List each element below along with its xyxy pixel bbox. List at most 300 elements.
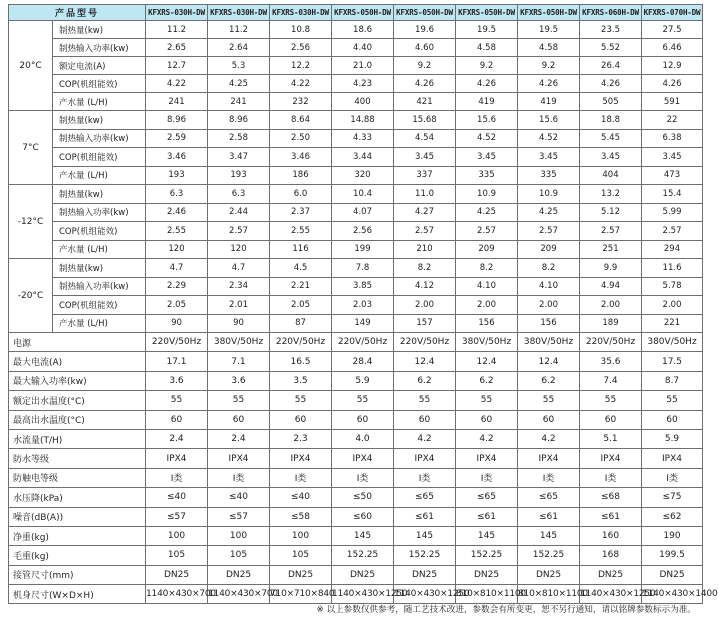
table-row [9, 39, 703, 57]
table-cell: 22 [642, 111, 703, 130]
table-cell: 193 [146, 166, 208, 185]
table-cell: 6.2 [518, 371, 580, 390]
table-cell: 60 [580, 410, 642, 429]
table-cell: 9.2 [518, 57, 580, 75]
row-label: 制热量(kw) [53, 185, 146, 204]
table-cell: DN25 [394, 565, 456, 584]
table-row [9, 21, 703, 39]
model-header: KFXRS-050H-DW [518, 5, 580, 21]
table-cell: ≤75 [642, 488, 703, 507]
table-cell: 8.2 [518, 259, 580, 278]
table-cell: 3.6 [208, 371, 270, 390]
table-cell: I类 [580, 468, 642, 487]
row-label: 毛重(kg) [9, 546, 146, 565]
table-row [9, 333, 703, 352]
table-cell: 2.00 [394, 296, 456, 315]
table-cell: 55 [580, 391, 642, 410]
table-cell: DN25 [146, 565, 208, 584]
table-cell: 60 [208, 410, 270, 429]
table-cell: ≤40 [270, 488, 332, 507]
table-cell: 8.96 [146, 111, 208, 130]
table-cell: 4.58 [518, 39, 580, 57]
table-cell: 220V/50Hz [580, 333, 642, 352]
row-label: 产水量 (L/H) [53, 93, 146, 111]
table-row [9, 222, 703, 241]
table-cell: 21.0 [332, 57, 394, 75]
table-cell: 2.57 [642, 222, 703, 241]
table-cell: 4.25 [208, 75, 270, 93]
table-cell: 3.46 [270, 148, 332, 167]
table-cell: 3.46 [146, 148, 208, 167]
model-header: KFXRS-050H-DW [394, 5, 456, 21]
table-cell: 6.2 [394, 371, 456, 390]
table-cell: 5.52 [580, 39, 642, 57]
table-cell: 3.6 [146, 371, 208, 390]
model-header: KFXRS-030H-DW [208, 5, 270, 21]
row-label: 电源 [9, 333, 146, 352]
table-cell: 1140×430×1250 [394, 585, 456, 604]
row-label: 水流量(T/H) [9, 429, 146, 448]
table-cell: 105 [270, 546, 332, 565]
table-cell: 19.6 [394, 21, 456, 39]
table-cell: 419 [456, 93, 518, 111]
table-cell: DN25 [332, 565, 394, 584]
table-cell: ≤61 [394, 507, 456, 526]
row-label: 制热量(kw) [53, 111, 146, 130]
table-cell: 193 [208, 166, 270, 185]
table-cell: 3.45 [394, 148, 456, 167]
table-cell: 380V/50Hz [518, 333, 580, 352]
table-cell: 8.64 [270, 111, 332, 130]
table-cell: 7.8 [332, 259, 394, 278]
table-cell: 10.8 [270, 21, 332, 39]
table-cell: 55 [332, 391, 394, 410]
table-cell: 421 [394, 93, 456, 111]
header-row [9, 5, 703, 21]
table-cell: 116 [270, 240, 332, 259]
table-cell: IPX4 [270, 449, 332, 468]
table-cell: 2.3 [270, 429, 332, 448]
table-cell: ≤50 [332, 488, 394, 507]
table-cell: 105 [208, 546, 270, 565]
table-cell: 3.47 [208, 148, 270, 167]
table-cell: 149 [332, 314, 394, 333]
table-cell: 473 [642, 166, 703, 185]
row-label: 制热输入功率(kw) [53, 129, 146, 148]
table-cell: 9.9 [580, 259, 642, 278]
table-cell: 3.45 [642, 148, 703, 167]
table-cell: 6.46 [642, 39, 703, 57]
table-cell: 145 [518, 526, 580, 545]
table-cell: 2.56 [332, 222, 394, 241]
row-label: COP(机组能效) [53, 148, 146, 167]
table-cell: DN25 [208, 565, 270, 584]
table-cell: 4.25 [518, 203, 580, 222]
table-cell: 1140×430×700 [146, 585, 208, 604]
table-cell: 4.60 [394, 39, 456, 57]
table-cell: 2.34 [208, 277, 270, 296]
table-cell: 710×710×840 [270, 585, 332, 604]
table-cell: DN25 [456, 565, 518, 584]
table-cell: 12.4 [518, 352, 580, 371]
table-row [9, 129, 703, 148]
table-cell: 220V/50Hz [270, 333, 332, 352]
table-row [9, 277, 703, 296]
table-cell: 209 [518, 240, 580, 259]
table-cell: 6.3 [208, 185, 270, 204]
table-cell: 5.3 [208, 57, 270, 75]
table-cell: DN25 [518, 565, 580, 584]
table-cell: IPX4 [580, 449, 642, 468]
table-cell: 2.05 [270, 296, 332, 315]
table-cell: 220V/50Hz [394, 333, 456, 352]
table-row [9, 111, 703, 130]
row-label: 产水量 (L/H) [53, 240, 146, 259]
table-cell: 190 [642, 526, 703, 545]
row-label: 噪音(dB(A)) [9, 507, 146, 526]
table-cell: 8.2 [456, 259, 518, 278]
table-cell: 4.10 [456, 277, 518, 296]
table-cell: 152.25 [394, 546, 456, 565]
model-header: KFXRS-030H-DW [146, 5, 208, 21]
table-cell: 4.26 [642, 75, 703, 93]
table-cell: 120 [208, 240, 270, 259]
table-cell: 8.7 [642, 371, 703, 390]
table-cell: 3.45 [456, 148, 518, 167]
table-cell: 186 [270, 166, 332, 185]
row-label: 额定出水温度(°C) [9, 391, 146, 410]
table-cell: 2.00 [456, 296, 518, 315]
table-cell: 12.7 [146, 57, 208, 75]
table-cell: 6.2 [456, 371, 518, 390]
table-cell: 241 [208, 93, 270, 111]
table-cell: 10.4 [332, 185, 394, 204]
table-cell: 2.64 [208, 39, 270, 57]
table-cell: 2.57 [518, 222, 580, 241]
table-row [9, 449, 703, 468]
table-cell: 6.3 [146, 185, 208, 204]
table-cell: 152.25 [518, 546, 580, 565]
table-cell: 380V/50Hz [208, 333, 270, 352]
table-cell: 17.5 [642, 352, 703, 371]
table-cell: 4.27 [394, 203, 456, 222]
table-row [9, 468, 703, 487]
table-row [9, 391, 703, 410]
spec-table [8, 4, 718, 604]
table-cell: 55 [518, 391, 580, 410]
table-row [9, 240, 703, 259]
table-cell: 505 [580, 93, 642, 111]
table-cell: 2.00 [642, 296, 703, 315]
table-cell: 4.7 [208, 259, 270, 278]
table-cell: ≤65 [394, 488, 456, 507]
table-cell: 2.57 [580, 222, 642, 241]
table-cell: 2.58 [208, 129, 270, 148]
table-cell: 8.2 [394, 259, 456, 278]
table-cell: ≤68 [580, 488, 642, 507]
table-cell: 4.2 [518, 429, 580, 448]
table-cell: 4.12 [394, 277, 456, 296]
table-cell: 2.57 [394, 222, 456, 241]
table-cell: 15.6 [518, 111, 580, 130]
temperature-group-label: 7°C [9, 111, 53, 185]
spec-sheet [8, 4, 718, 615]
table-cell: 4.26 [518, 75, 580, 93]
table-cell: 12.2 [270, 57, 332, 75]
table-cell: 168 [580, 546, 642, 565]
table-cell: 7.1 [208, 352, 270, 371]
table-cell: 100 [270, 526, 332, 545]
table-cell: 4.52 [456, 129, 518, 148]
table-cell: 4.26 [456, 75, 518, 93]
table-cell: 251 [580, 240, 642, 259]
table-cell: 199.5 [642, 546, 703, 565]
table-cell: 60 [642, 410, 703, 429]
table-cell: 60 [270, 410, 332, 429]
table-cell: 105 [146, 546, 208, 565]
table-cell: 591 [642, 93, 703, 111]
table-cell: 220V/50Hz [332, 333, 394, 352]
table-row [9, 507, 703, 526]
table-row [9, 259, 703, 278]
row-label: 产水量 (L/H) [53, 314, 146, 333]
table-cell: 16.5 [270, 352, 332, 371]
table-cell: 10.9 [456, 185, 518, 204]
table-cell: ≤40 [146, 488, 208, 507]
table-cell: 12.4 [394, 352, 456, 371]
table-cell: 2.55 [270, 222, 332, 241]
table-cell: ≤61 [580, 507, 642, 526]
table-cell: IPX4 [518, 449, 580, 468]
model-header: KFXRS-070H-DW [642, 5, 703, 21]
table-cell: 152.25 [332, 546, 394, 565]
footnote: ※ 以上参数仅供参考，随工艺技术改进，参数会有所变更，恕不另行通知，请以铭牌参数标示为准。 [316, 605, 696, 615]
table-cell: IPX4 [208, 449, 270, 468]
table-cell: 35.6 [580, 352, 642, 371]
row-label: 制热输入功率(kw) [53, 203, 146, 222]
table-cell: 156 [518, 314, 580, 333]
table-cell: 5.45 [580, 129, 642, 148]
row-label: COP(机组能效) [53, 296, 146, 315]
table-cell: 23.5 [580, 21, 642, 39]
table-cell: 4.26 [394, 75, 456, 93]
table-cell: 12.4 [456, 352, 518, 371]
table-cell: 4.5 [270, 259, 332, 278]
table-cell: IPX4 [456, 449, 518, 468]
table-cell: 2.05 [146, 296, 208, 315]
table-cell: DN25 [580, 565, 642, 584]
table-cell: 60 [332, 410, 394, 429]
table-cell: ≤61 [456, 507, 518, 526]
table-cell: 4.10 [518, 277, 580, 296]
table-cell: 14.88 [332, 111, 394, 130]
table-cell: 145 [332, 526, 394, 545]
table-cell: 19.5 [518, 21, 580, 39]
temperature-group-label: -20°C [9, 259, 53, 333]
table-row [9, 57, 703, 75]
table-row [9, 371, 703, 390]
table-row [9, 526, 703, 545]
table-cell: 13.2 [580, 185, 642, 204]
row-label: 最高出水温度(°C) [9, 410, 146, 429]
table-cell: 335 [456, 166, 518, 185]
table-cell: 8.96 [208, 111, 270, 130]
model-header: KFXRS-050H-DW [456, 5, 518, 21]
table-cell: 2.44 [208, 203, 270, 222]
row-label: 产水量 (L/H) [53, 166, 146, 185]
table-cell: 17.1 [146, 352, 208, 371]
table-cell: 220V/50Hz [146, 333, 208, 352]
table-cell: 2.50 [270, 129, 332, 148]
table-cell: 209 [456, 240, 518, 259]
model-header: KFXRS-050H-DW [332, 5, 394, 21]
table-cell: 810×810×1100 [456, 585, 518, 604]
table-row [9, 203, 703, 222]
table-row [9, 546, 703, 565]
table-cell: 160 [580, 526, 642, 545]
table-cell: 11.6 [642, 259, 703, 278]
table-cell: 3.45 [580, 148, 642, 167]
table-cell: 11.2 [146, 21, 208, 39]
table-cell: 189 [580, 314, 642, 333]
table-cell: 15.6 [456, 111, 518, 130]
table-cell: 400 [332, 93, 394, 111]
table-cell: 5.1 [580, 429, 642, 448]
table-cell: 152.25 [456, 546, 518, 565]
table-cell: 15.68 [394, 111, 456, 130]
row-label: 水压降(kPa) [9, 488, 146, 507]
table-row [9, 314, 703, 333]
temperature-group-label: -12°C [9, 185, 53, 259]
table-cell: 3.5 [270, 371, 332, 390]
table-row [9, 148, 703, 167]
table-cell: 4.33 [332, 129, 394, 148]
table-cell: 55 [394, 391, 456, 410]
table-cell: I类 [270, 468, 332, 487]
table-cell: 90 [208, 314, 270, 333]
table-row [9, 352, 703, 371]
header-label: 产品型号 [9, 5, 146, 21]
table-cell: 10.9 [518, 185, 580, 204]
table-cell: 120 [146, 240, 208, 259]
table-cell: 320 [332, 166, 394, 185]
table-cell: 27.5 [642, 21, 703, 39]
table-cell: 15.4 [642, 185, 703, 204]
row-label: 防水等级 [9, 449, 146, 468]
table-cell: 11.0 [394, 185, 456, 204]
table-cell: 4.7 [146, 259, 208, 278]
table-cell: 55 [208, 391, 270, 410]
table-cell: 87 [270, 314, 332, 333]
table-row [9, 185, 703, 204]
table-cell: ≤61 [518, 507, 580, 526]
table-cell: 4.26 [580, 75, 642, 93]
table-cell: 419 [518, 93, 580, 111]
row-label: 最大电流(A) [9, 352, 146, 371]
row-label: 接管尺寸(mm) [9, 565, 146, 584]
table-cell: 156 [456, 314, 518, 333]
table-cell: 5.78 [642, 277, 703, 296]
table-row [9, 75, 703, 93]
table-cell: 26.4 [580, 57, 642, 75]
table-cell: 1140×430×1250 [580, 585, 642, 604]
table-cell: IPX4 [642, 449, 703, 468]
row-label: 机身尺寸(W×D×H) [9, 585, 146, 604]
table-cell: 3.44 [332, 148, 394, 167]
table-cell: I类 [518, 468, 580, 487]
table-cell: 19.5 [456, 21, 518, 39]
table-cell: 60 [146, 410, 208, 429]
row-label: 额定电流(A) [53, 57, 146, 75]
row-label: 最大输入功率(kw) [9, 371, 146, 390]
model-header: KFXRS-030H-DW [270, 5, 332, 21]
table-cell: 4.25 [456, 203, 518, 222]
table-cell: 55 [146, 391, 208, 410]
table-cell: 4.23 [332, 75, 394, 93]
table-cell: 4.0 [332, 429, 394, 448]
table-cell: 380V/50Hz [456, 333, 518, 352]
table-cell: DN25 [642, 565, 703, 584]
table-cell: 6.0 [270, 185, 332, 204]
table-cell: 60 [394, 410, 456, 429]
table-cell: I类 [456, 468, 518, 487]
table-cell: 55 [456, 391, 518, 410]
table-cell: 3.85 [332, 277, 394, 296]
table-cell: I类 [146, 468, 208, 487]
table-cell: 4.2 [394, 429, 456, 448]
table-cell: 5.12 [580, 203, 642, 222]
table-row [9, 488, 703, 507]
table-cell: 1140×430×1250 [332, 585, 394, 604]
table-cell: 2.57 [456, 222, 518, 241]
table-cell: 2.59 [146, 129, 208, 148]
table-cell: DN25 [270, 565, 332, 584]
table-cell: ≤57 [146, 507, 208, 526]
table-cell: 6.38 [642, 129, 703, 148]
table-cell: 60 [456, 410, 518, 429]
temperature-group-label: 20°C [9, 21, 53, 111]
table-cell: IPX4 [394, 449, 456, 468]
table-cell: 145 [394, 526, 456, 545]
table-cell: 4.52 [518, 129, 580, 148]
table-cell: 2.37 [270, 203, 332, 222]
table-cell: 18.8 [580, 111, 642, 130]
table-cell: 4.40 [332, 39, 394, 57]
table-cell: 9.2 [394, 57, 456, 75]
table-cell: 2.00 [518, 296, 580, 315]
table-cell: 11.2 [208, 21, 270, 39]
table-cell: 100 [208, 526, 270, 545]
table-cell: 2.57 [208, 222, 270, 241]
table-cell: IPX4 [146, 449, 208, 468]
table-row [9, 166, 703, 185]
table-cell: 2.01 [208, 296, 270, 315]
table-cell: 7.4 [580, 371, 642, 390]
table-cell: 4.22 [270, 75, 332, 93]
table-cell: ≤40 [208, 488, 270, 507]
table-cell: 12.9 [642, 57, 703, 75]
table-cell: 5.9 [642, 429, 703, 448]
table-cell: 3.45 [518, 148, 580, 167]
row-label: 制热输入功率(kw) [53, 39, 146, 57]
table-cell: 145 [456, 526, 518, 545]
table-cell: 2.4 [146, 429, 208, 448]
table-cell: 28.4 [332, 352, 394, 371]
table-cell: 157 [394, 314, 456, 333]
table-cell: 2.65 [146, 39, 208, 57]
table-cell: 2.03 [332, 296, 394, 315]
table-cell: 199 [332, 240, 394, 259]
